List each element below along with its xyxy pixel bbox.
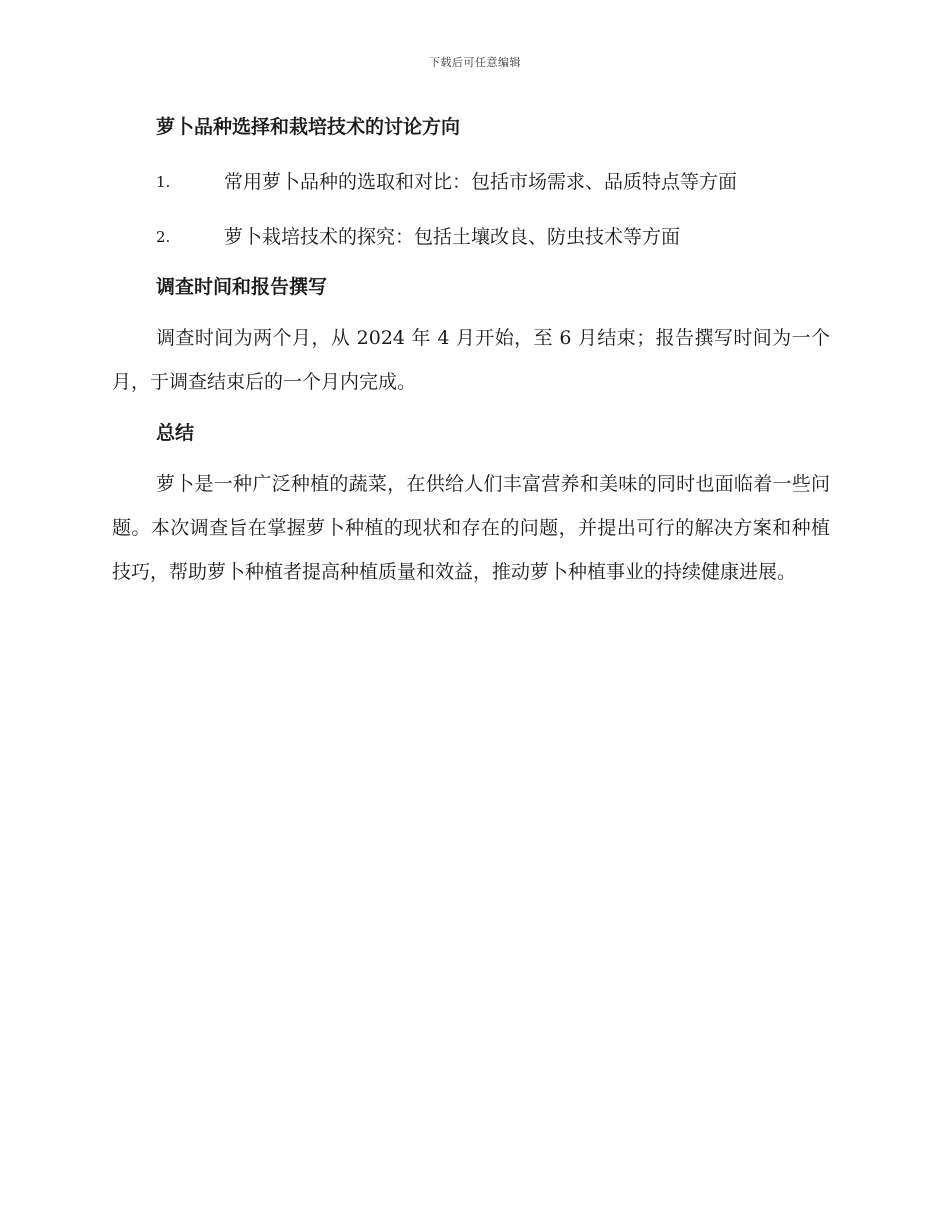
section-heading-summary: 总结 (156, 422, 195, 444)
list-item-number: 2. (156, 228, 171, 246)
paragraph-schedule: 调查时间为两个月，从 2024 年 4 月开始，至 6 月结束；报告撰写时间为一个月，于调查结束后的一个月内完成。 (112, 327, 830, 393)
paragraph-summary: 萝卜是一种广泛种植的蔬菜，在供给人们丰富营养和美味的同时也面临着一些问题。本次调查旨在掌握萝卜种植的现状和存在的问题，并提出可行的解决方案和种植技巧，帮助萝卜种植者提高种植质量和效益，推动萝卜种植事业的持续健康进展。 (112, 473, 830, 583)
list-item (112, 220, 830, 254)
document-body (112, 110, 830, 594)
list-item-text: 萝卜栽培技术的探究：包括土壤改良、防虫技术等方面 (224, 226, 681, 248)
section-heading-variety-cultivation: 萝卜品种选择和栽培技术的讨论方向 (156, 116, 461, 138)
section-heading-schedule: 调查时间和报告撰写 (156, 276, 328, 298)
list-item-number: 1. (156, 173, 171, 191)
page-header-watermark: 下载后可任意编辑 (429, 56, 521, 69)
list-item-text: 常用萝卜品种的选取和对比：包括市场需求、品质特点等方面 (224, 171, 738, 193)
list-item (112, 165, 830, 199)
